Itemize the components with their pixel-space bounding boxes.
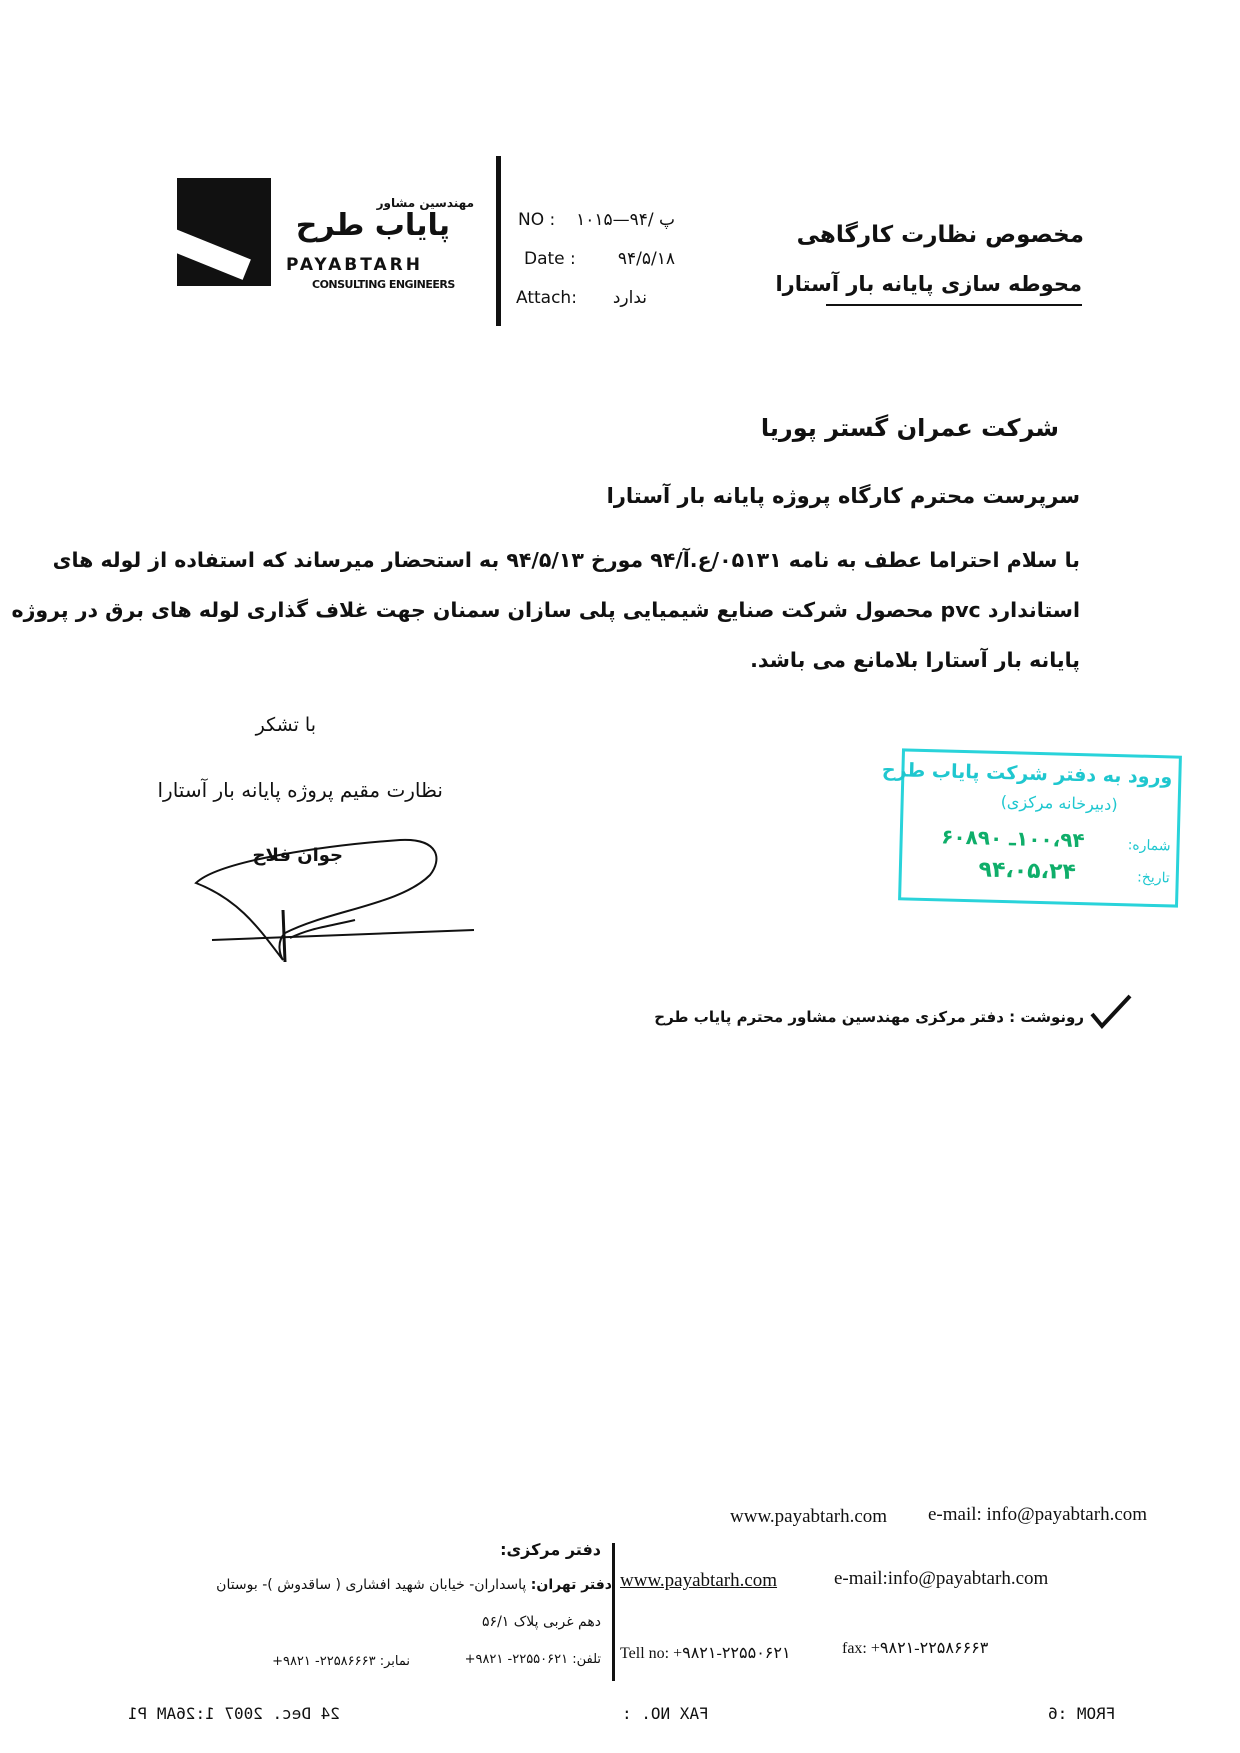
- footer-fax: fax: +۹۸۲۱-۲۲۵۸۶۶۶۳: [842, 1640, 989, 1657]
- header-divider: [496, 156, 501, 326]
- logo-subtitle-fa: مهندسین مشاور: [376, 196, 474, 210]
- fax-from: FROM :6: [1048, 1704, 1116, 1723]
- address-text: پاسداران- خیابان شهید افشاری ( ساقدوش )- بوستان: [216, 1577, 527, 1593]
- tehran-label: دفتر تهران:: [530, 1577, 612, 1593]
- recipient: شرکت عمران گستر پوریا: [760, 414, 1059, 442]
- logo-name-fa: پایاب طرح: [295, 208, 450, 243]
- stamp-date-label: تاریخ:: [1136, 869, 1170, 887]
- date-label: Date :: [524, 249, 576, 269]
- cc-line: رونوشت : دفتر مرکزی مهندسین مشاور محترم پایاب طرح: [654, 1008, 1084, 1026]
- header-project: محوطه سازی پایانه بار آستارا: [775, 272, 1082, 296]
- signatory: نظارت مقیم پروژه پایانه بار آستارا: [157, 778, 443, 802]
- receipt-stamp: [881, 748, 1182, 907]
- fax-fa: نمابر: ۲۲۵۸۶۶۶۳- ۹۸۲۱+: [272, 1654, 410, 1669]
- attach-value: ندارد: [612, 288, 647, 308]
- checkmark-icon: [1090, 992, 1132, 1034]
- attach-label: Attach:: [516, 288, 577, 308]
- tehran-address-line1: [216, 1577, 612, 1593]
- body-line: با سلام احتراما عطف به نامه ۰۵۱۳۱/ع.آ/۹۴ مورخ ۹۴/۵/۱۳ به استحضار میرساند که استفاده از لوله های: [52, 548, 1080, 572]
- footer-top-website[interactable]: www.payabtarh.com: [730, 1506, 888, 1527]
- phone-fa: تلفن: ۲۲۵۵۰۶۲۱- ۹۸۲۱+: [464, 1652, 601, 1667]
- stamp-date-value: ۹۴،۰۵،۲۴: [978, 857, 1077, 885]
- header-title: مخصوص نظارت کارگاهی: [796, 222, 1084, 248]
- stamp-number-value: ۱۰۰،۹۴ـ ۶۰۸۹۰: [940, 824, 1086, 853]
- body-line: استاندارد pvc محصول شرکت صنایع شیمیایی پلی سازان سمنان جهت غلاف گذاری لوله های برق در پروژه: [11, 598, 1080, 622]
- stamp-line1: ورود به دفتر شرکت پایاب طرح: [881, 758, 1173, 789]
- date-value: ۹۴/۵/۱۸: [617, 249, 675, 269]
- company-logo-mark: [177, 178, 271, 286]
- body-line: پایانه بار آستارا بلامانع می باشد.: [750, 648, 1080, 672]
- header-underline: [826, 304, 1082, 306]
- footer-tel: Tell no: +۹۸۲۱-۲۲۵۵۰۶۲۱: [620, 1645, 791, 1662]
- stamp-number-label: شماره:: [1127, 837, 1171, 855]
- footer-email[interactable]: e-mail:info@payabtarh.com: [834, 1568, 1049, 1589]
- footer-divider: [612, 1543, 615, 1681]
- stamp-line2: (دبیرخانه مرکزی): [1000, 791, 1118, 815]
- footer-website-link[interactable]: www.payabtarh.com: [620, 1570, 778, 1591]
- letter-number-label: NO :: [518, 210, 556, 230]
- fax-datetime: 24 Dec. 2007 1:26AM P1: [128, 1704, 340, 1723]
- logo-subtitle-en: CONSULTING ENGINEERS: [312, 278, 455, 291]
- footer-top-email[interactable]: e-mail: info@payabtarh.com: [928, 1504, 1148, 1525]
- letter-number-value: پ /۹۴—۱۰۱۵: [576, 210, 675, 230]
- salutation: سرپرست محترم کارگاه پروژه پایانه بار آستارا: [606, 484, 1080, 508]
- tehran-address-line2: دهم غربی پلاک ۵۶/۱: [482, 1614, 601, 1630]
- logo-name-en: PAYABTARH: [286, 255, 423, 275]
- closing: با تشکر: [255, 714, 316, 736]
- signature-name: جوان فلاح: [252, 845, 343, 866]
- central-office-label: دفتر مرکزی:: [500, 1540, 601, 1559]
- fax-number: FAX NO. :: [622, 1704, 709, 1723]
- handwritten-signature: [180, 820, 500, 980]
